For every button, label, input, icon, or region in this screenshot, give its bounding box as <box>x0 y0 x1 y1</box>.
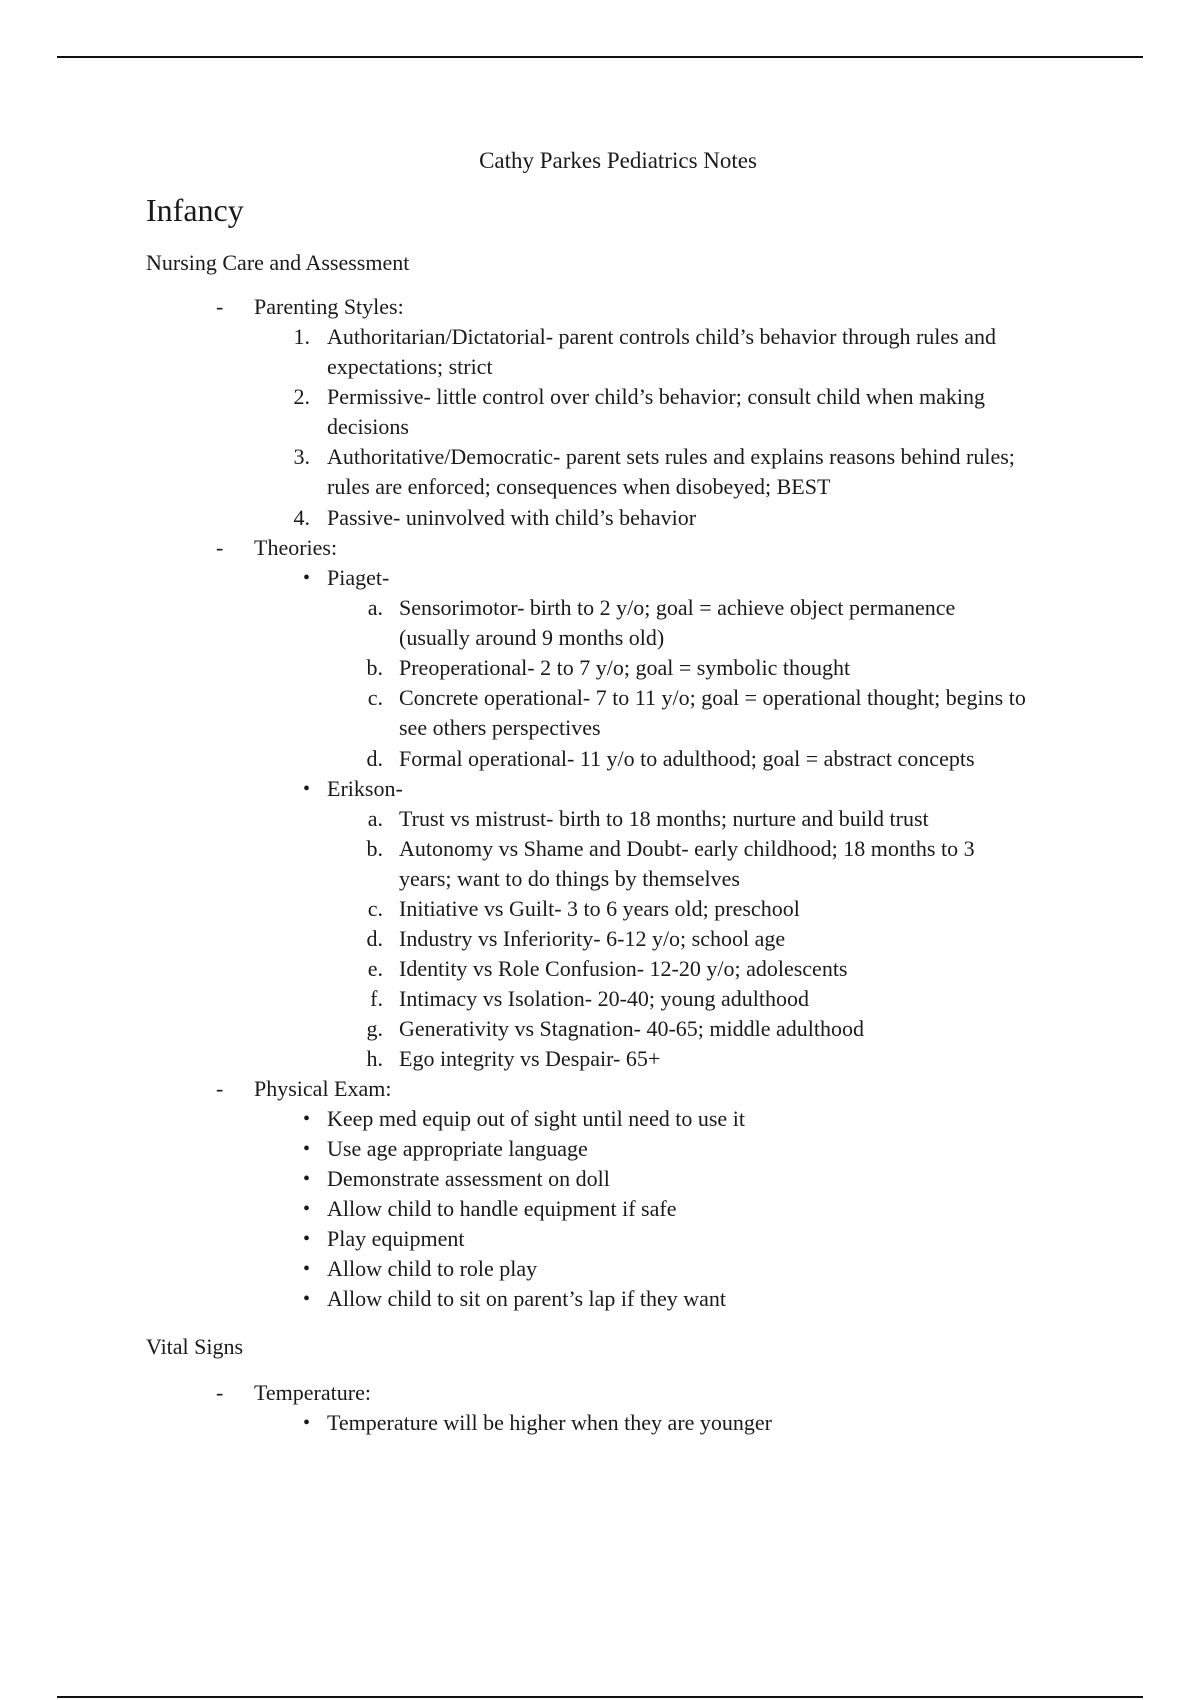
dash-marker: - <box>216 535 224 560</box>
list-text: Initiative vs Guilt- 3 to 6 years old; preschool <box>399 896 800 921</box>
heading-infancy: Infancy <box>146 192 244 228</box>
piaget-label: Piaget- <box>327 565 390 590</box>
list-text: Play equipment <box>327 1226 465 1251</box>
dash-marker: - <box>216 1380 224 1405</box>
list-text: years; want to do things by themselves <box>399 866 740 891</box>
list-text: Preoperational- 2 to 7 y/o; goal = symbolic thought <box>399 655 851 680</box>
bullet-marker: • <box>302 1258 310 1280</box>
list-text: Intimacy vs Isolation- 20-40; young adulthood <box>399 986 809 1011</box>
list-letter: a. <box>367 806 383 831</box>
bullet-marker: • <box>302 567 310 589</box>
section-vital-signs: Vital Signs <box>146 1334 244 1359</box>
parenting-styles-label: Parenting Styles: <box>254 294 404 319</box>
list-letter: d. <box>366 746 383 771</box>
list-text: rules are enforced; consequences when disobeyed; BEST <box>327 474 831 499</box>
temperature-label: Temperature: <box>254 1380 371 1405</box>
list-text: decisions <box>327 414 409 439</box>
list-letter: f. <box>370 986 383 1011</box>
list-text: Temperature will be higher when they are younger <box>327 1410 773 1435</box>
section-nursing-care: Nursing Care and Assessment <box>146 250 410 275</box>
list-text: Permissive- little control over child’s behavior; consult child when making <box>327 384 986 409</box>
list-text: Autonomy vs Shame and Doubt- early childhood; 18 months to 3 <box>399 836 975 861</box>
bullet-marker: • <box>302 1108 310 1130</box>
list-text: Formal operational- 11 y/o to adulthood; goal = abstract concepts <box>399 746 975 771</box>
bullet-marker: • <box>302 1138 310 1160</box>
list-text: Authoritarian/Dictatorial- parent controls child’s behavior through rules and <box>327 324 996 349</box>
list-text: Passive- uninvolved with child’s behavior <box>327 505 697 530</box>
list-text: Generativity vs Stagnation- 40-65; middle adulthood <box>399 1016 864 1041</box>
list-text: see others perspectives <box>399 715 601 740</box>
top-rule <box>57 56 1143 58</box>
list-letter: c. <box>367 685 383 710</box>
list-letter: h. <box>366 1046 383 1071</box>
list-number: 3. <box>293 444 310 469</box>
list-number: 1. <box>293 324 310 349</box>
list-letter: c. <box>367 896 383 921</box>
list-text: Keep med equip out of sight until need to use it <box>327 1106 745 1131</box>
list-letter: a. <box>367 595 383 620</box>
list-text: Identity vs Role Confusion- 12-20 y/o; adolescents <box>399 956 848 981</box>
list-letter: e. <box>367 956 383 981</box>
list-text: expectations; strict <box>327 354 493 379</box>
document-title: Cathy Parkes Pediatrics Notes <box>479 148 757 173</box>
list-text: Sensorimotor- birth to 2 y/o; goal = achieve object permanence <box>399 595 956 620</box>
list-text: Concrete operational- 7 to 11 y/o; goal = operational thought; begins to <box>399 685 1026 710</box>
bullet-marker: • <box>302 778 310 800</box>
list-number: 2. <box>293 384 310 409</box>
bullet-marker: • <box>302 1288 310 1310</box>
list-text: Authoritative/Democratic- parent sets rules and explains reasons behind rules; <box>327 444 1015 469</box>
dash-marker: - <box>216 1076 224 1101</box>
list-letter: b. <box>366 836 383 861</box>
list-text: Demonstrate assessment on doll <box>327 1166 610 1191</box>
list-text: Industry vs Inferiority- 6-12 y/o; school age <box>399 926 786 951</box>
list-text: Use age appropriate language <box>327 1136 588 1161</box>
list-text: Allow child to sit on parent’s lap if they want <box>327 1286 726 1311</box>
list-letter: b. <box>366 655 383 680</box>
list-letter: d. <box>366 926 383 951</box>
list-text: Allow child to handle equipment if safe <box>327 1196 677 1221</box>
list-text: Trust vs mistrust- birth to 18 months; nurture and build trust <box>399 806 929 831</box>
bullet-marker: • <box>302 1412 310 1434</box>
bullet-marker: • <box>302 1198 310 1220</box>
theories-label: Theories: <box>254 535 338 560</box>
list-letter: g. <box>366 1016 383 1041</box>
physical-exam-label: Physical Exam: <box>254 1076 392 1101</box>
bullet-marker: • <box>302 1168 310 1190</box>
bullet-marker: • <box>302 1228 310 1250</box>
erikson-label: Erikson- <box>327 776 403 801</box>
list-number: 4. <box>293 505 310 530</box>
list-text: Allow child to role play <box>327 1256 538 1281</box>
bottom-rule <box>57 1696 1143 1698</box>
dash-marker: - <box>216 294 224 319</box>
list-text: Ego integrity vs Despair- 65+ <box>399 1046 661 1071</box>
list-text: (usually around 9 months old) <box>399 625 665 650</box>
